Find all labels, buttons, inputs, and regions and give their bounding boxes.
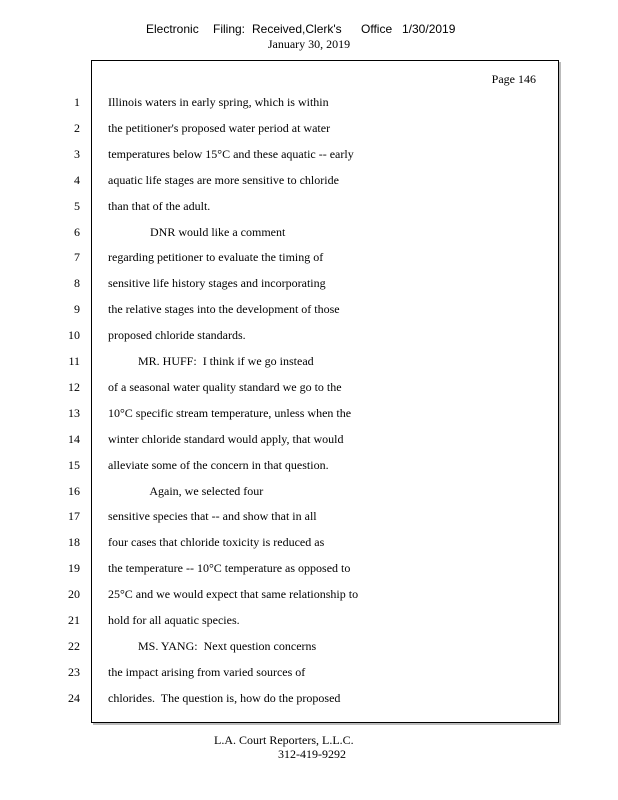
transcript-line: the impact arising from varied sources of [108,665,306,679]
transcript-line: aquatic life stages are more sensitive to chloride [108,173,339,187]
line-number: 10 [68,328,80,342]
line-number: 24 [68,691,80,705]
line-number: 12 [68,380,80,394]
stamp-office: Office [361,22,393,36]
line-number: 7 [74,250,80,264]
transcript-line: winter chloride standard would apply, that would [108,432,344,446]
line-number: 20 [68,587,80,601]
line-number: 21 [68,613,80,627]
stamp-electronic: Electronic [146,22,199,36]
transcript-line: than that of the adult. [108,199,211,213]
transcript-line: DNR would like a comment [108,225,286,239]
line-number: 14 [68,432,80,446]
stamp-date: 1/30/2019 [402,22,456,36]
line-number: 6 [74,225,80,239]
stamp-received: Received,Clerk's [252,22,342,36]
transcript-line: regarding petitioner to evaluate the timing of [108,250,324,264]
line-number: 2 [74,121,80,135]
transcript-line: the temperature -- 10°C temperature as opposed to [108,561,351,575]
line-number: 8 [74,276,80,290]
transcript-line: four cases that chloride toxicity is reduced as [108,535,325,549]
transcript-line: chlorides. The question is, how do the proposed [108,691,341,705]
line-number: 23 [68,665,80,679]
transcript-line: the relative stages into the development of those [108,302,340,316]
line-number: 4 [74,173,80,187]
transcript-line: sensitive species that -- and show that in all [108,509,317,523]
transcript-line: of a seasonal water quality standard we go to the [108,380,342,394]
transcript-line: MR. HUFF: I think if we go instead [108,354,314,368]
transcript-line: temperatures below 15°C and these aquatic -- early [108,147,354,161]
transcript-line: Illinois waters in early spring, which is within [108,95,329,109]
transcript-line: 25°C and we would expect that same relationship to [108,587,359,601]
transcript-line: proposed chloride standards. [108,328,246,342]
line-number: 22 [68,639,80,653]
line-number: 16 [68,484,80,498]
line-number: 3 [74,147,80,161]
line-number: 18 [68,535,80,549]
transcript-line: hold for all aquatic species. [108,613,240,627]
line-number: 13 [68,406,80,420]
transcript-line: alleviate some of the concern in that question. [108,458,329,472]
transcript-line: 10°C specific stream temperature, unless when the [108,406,352,420]
page-number: Page 146 [491,72,536,86]
stamp-filing: Filing: [213,22,246,36]
transcript-line: the petitioner's proposed water period at water [108,121,331,135]
reporter-phone: 312-419-9292 [278,747,346,761]
line-number: 1 [74,95,80,109]
line-number: 11 [68,354,80,368]
line-number: 15 [68,458,80,472]
transcript-line: Again, we selected four [108,484,264,498]
line-number: 19 [68,561,80,575]
transcript-date: January 30, 2019 [267,37,351,51]
transcript-line: sensitive life history stages and incorporating [108,276,326,290]
transcript-line: MS. YANG: Next question concerns [108,639,317,653]
reporter-company: L.A. Court Reporters, L.L.C. [214,733,354,747]
line-number: 9 [74,302,80,316]
line-number: 5 [74,199,80,213]
line-number: 17 [68,509,80,523]
